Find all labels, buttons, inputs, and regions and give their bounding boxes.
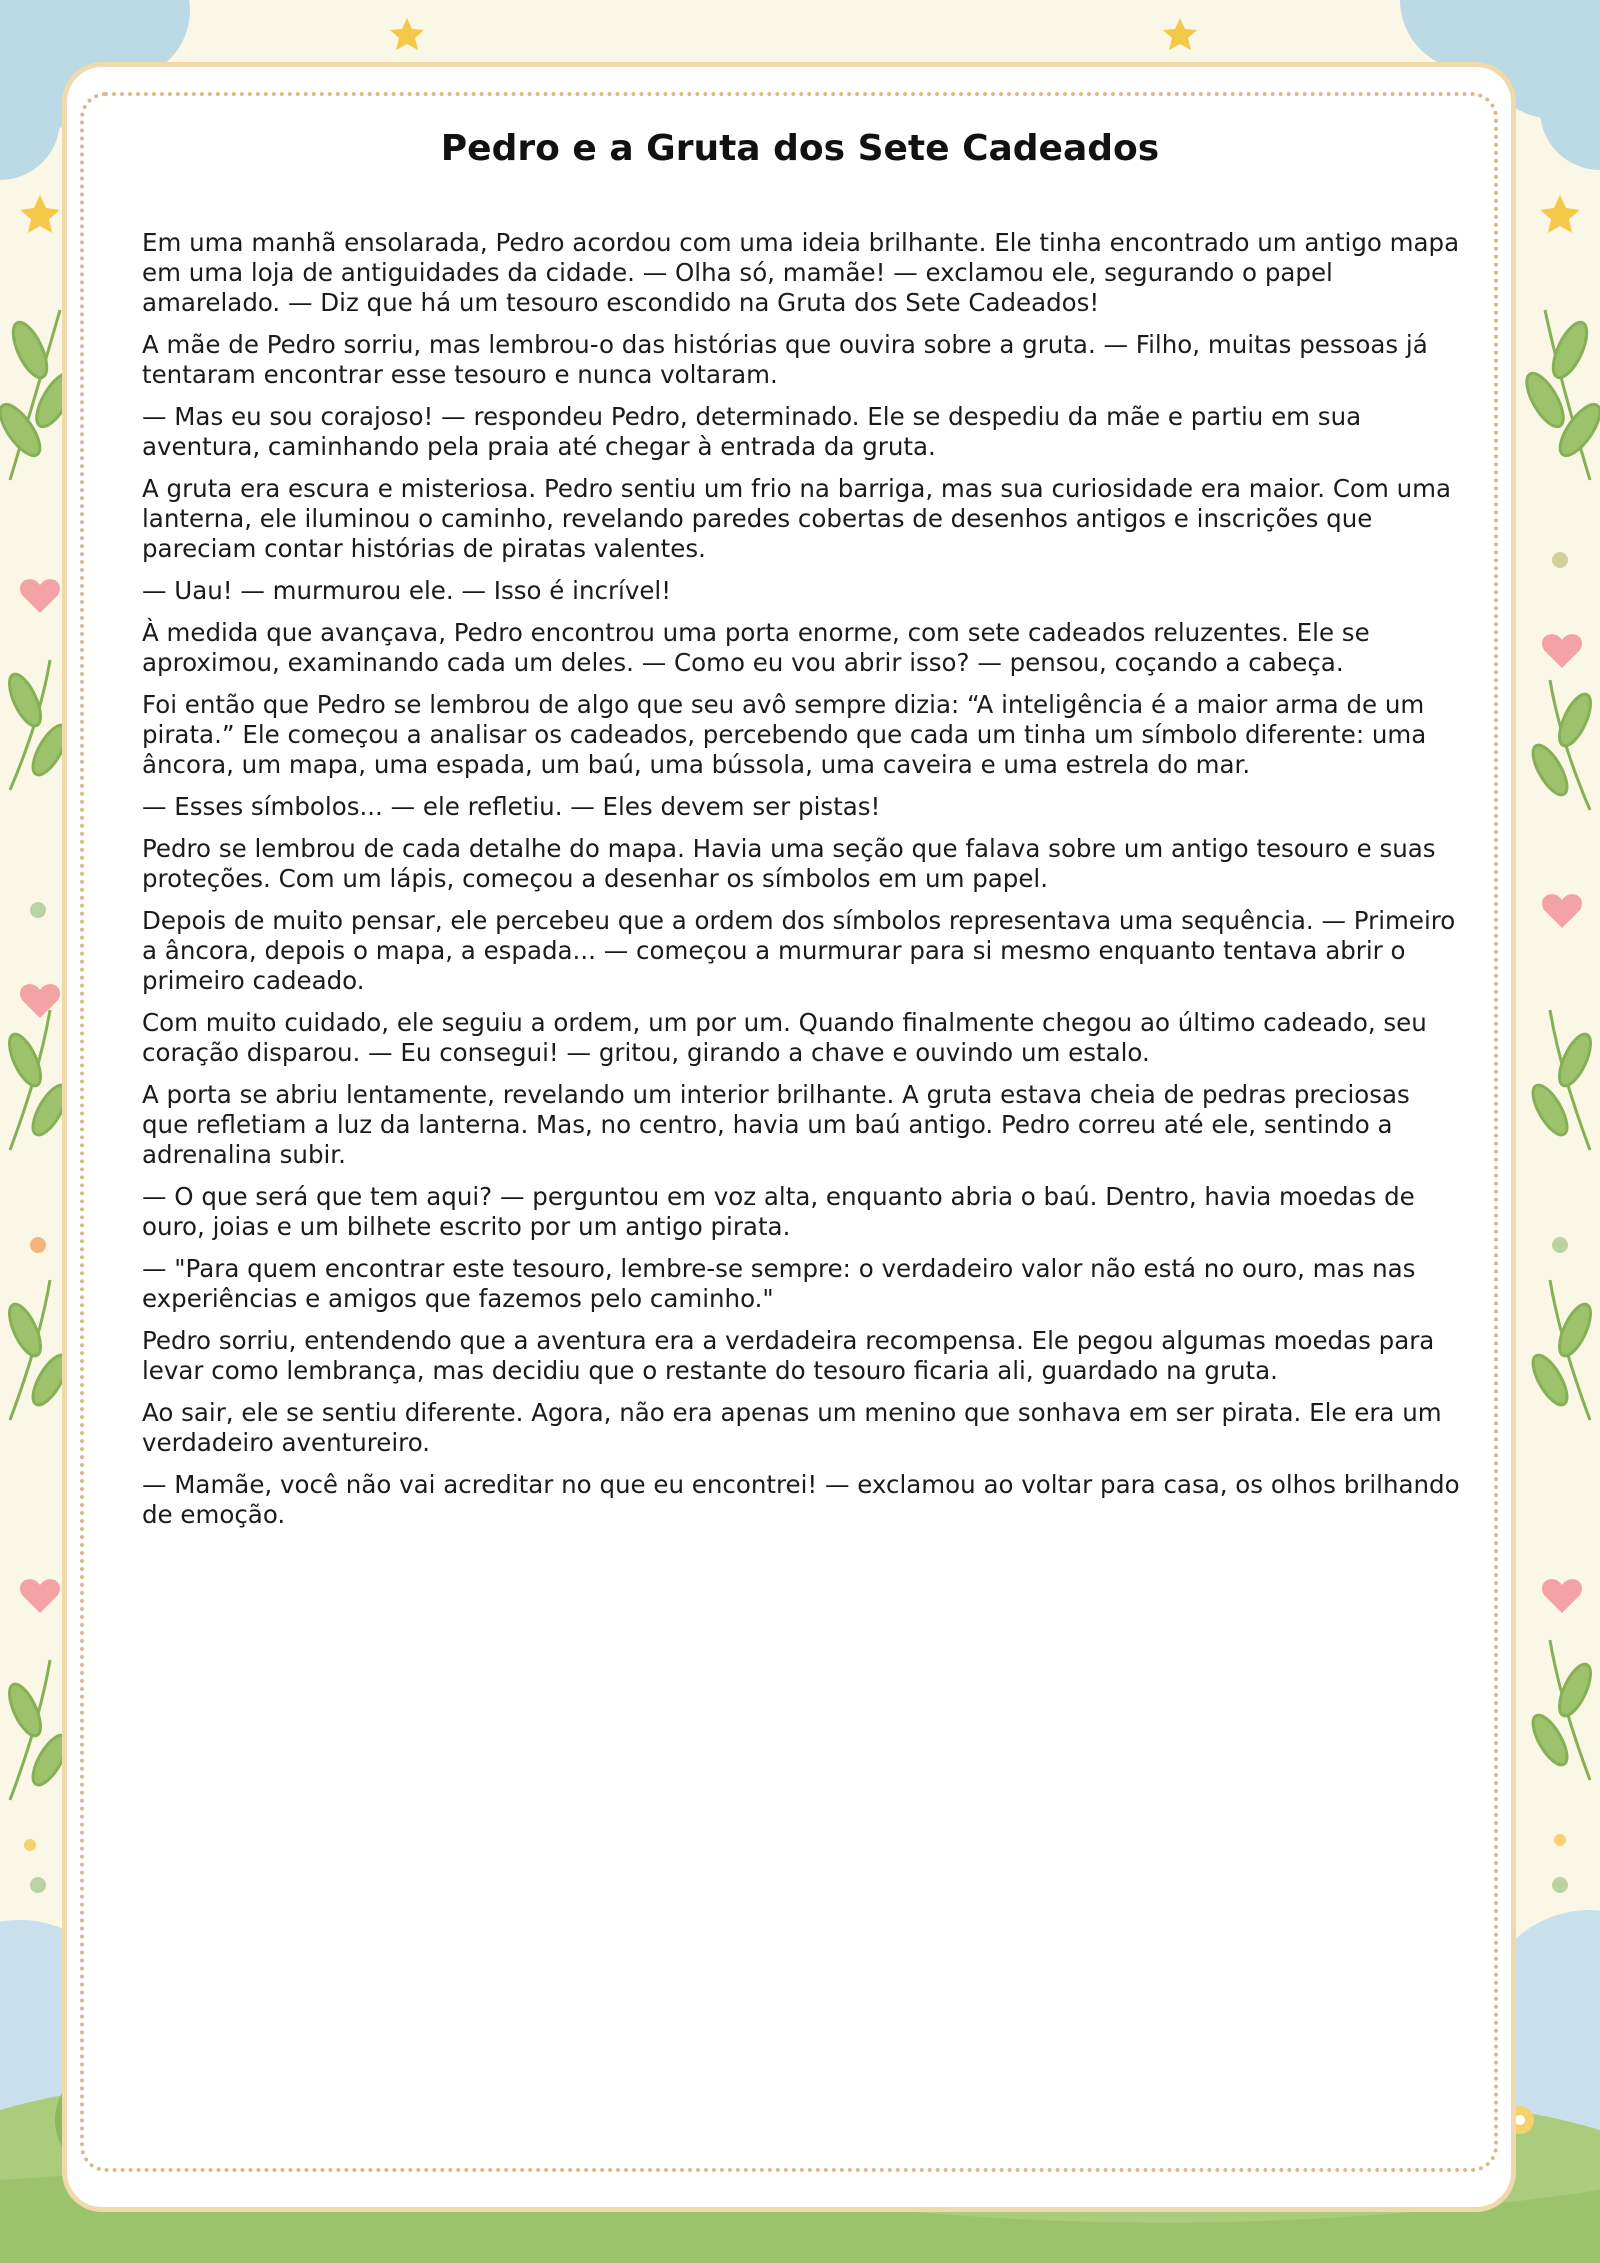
story-paragraph: — Esses símbolos... — ele refletiu. — Eles devem ser pistas! bbox=[142, 792, 881, 821]
story-paragraph: — Mas eu sou corajoso! — respondeu Pedro, determinado. Ele se despediu da mãe e partiu em sua aventura, caminhando pela praia até chegar à entrada da gruta. bbox=[142, 402, 1362, 461]
story-paragraph: Com muito cuidado, ele seguiu a ordem, um por um. Quando finalmente chegou ao último cadeado, seu coração disparou. — Eu consegui! — gritou, girando a chave e ouvindo um estalo. bbox=[142, 1008, 1427, 1067]
story-paragraph: Foi então que Pedro se lembrou de algo que seu avô sempre dizia: “A inteligência é a maior arma de um pirata.” Ele começou a analisar os cadeados, percebendo que cada um tinha um símbolo diferente: uma âncora, um mapa, uma espada, um baú, uma bússola, uma caveira e uma estrela do mar. bbox=[142, 690, 1427, 779]
story-paragraph: — O que será que tem aqui? — perguntou em voz alta, enquanto abria o baú. Dentro, havia moedas de ouro, joias e um bilhete escrito por um antigo pirata. bbox=[142, 1182, 1415, 1241]
story-title: Pedro e a Gruta dos Sete Cadeados bbox=[440, 128, 1160, 169]
story-paragraph: — Mamãe, você não vai acreditar no que eu encontrei! — exclamou ao voltar para casa, os olhos brilhando de emoção. bbox=[142, 1470, 1460, 1529]
story-paragraph: A mãe de Pedro sorriu, mas lembrou-o das histórias que ouvira sobre a gruta. — Filho, muitas pessoas já tentaram encontrar esse tesouro e nunca voltaram. bbox=[142, 330, 1428, 389]
story-paragraph: Pedro se lembrou de cada detalhe do mapa. Havia uma seção que falava sobre um antigo tesouro e suas proteções. Com um lápis, começou a desenhar os símbolos em um papel. bbox=[142, 834, 1436, 893]
story-paragraph: À medida que avançava, Pedro encontrou uma porta enorme, com sete cadeados reluzentes. Ele se aproximou, examinando cada um deles. — Como eu vou abrir isso? — pensou, coçando a cabeça. bbox=[142, 618, 1370, 677]
story-paragraph: — Uau! — murmurou ele. — Isso é incrível! bbox=[142, 576, 672, 605]
story-paragraph: — "Para quem encontrar este tesouro, lembre-se sempre: o verdadeiro valor não está no ouro, mas nas experiências e amigos que fazemos pelo caminho." bbox=[142, 1254, 1416, 1313]
story-paragraph: A gruta era escura e misteriosa. Pedro sentiu um frio na barriga, mas sua curiosidade era maior. Com uma lanterna, ele iluminou o caminho, revelando paredes cobertas de desenhos antigos e inscrições que pareciam contar histórias de piratas valentes. bbox=[142, 474, 1452, 563]
story-paragraph: Ao sair, ele se sentiu diferente. Agora, não era apenas um menino que sonhava em ser pirata. Ele era um verdadeiro aventureiro. bbox=[142, 1398, 1442, 1457]
story-paragraph: Em uma manhã ensolarada, Pedro acordou com uma ideia brilhante. Ele tinha encontrado um antigo mapa em uma loja de antiguidades da cidade. — Olha só, mamãe! — exclamou ele, segurando o papel amarelado. — Diz que há um tesouro escondido na Gruta dos Sete Cadeados! bbox=[142, 228, 1460, 317]
story-paragraph: Pedro sorriu, entendendo que a aventura era a verdadeira recompensa. Ele pegou algumas moedas para levar como lembrança, mas decidiu que o restante do tesouro ficaria ali, guardado na gruta. bbox=[142, 1326, 1435, 1385]
story-body bbox=[142, 228, 1462, 1542]
story-paragraph: A porta se abriu lentamente, revelando um interior brilhante. A gruta estava cheia de pedras preciosas que refletiam a luz da lanterna. Mas, no centro, havia um baú antigo. Pedro correu até ele, sentindo a adrenalina subir. bbox=[142, 1080, 1410, 1169]
story-paragraph: Depois de muito pensar, ele percebeu que a ordem dos símbolos representava uma sequência. — Primeiro a âncora, depois o mapa, a espada... — começou a murmurar para si mesmo enquanto tentava abrir o primeiro cadeado. bbox=[142, 906, 1456, 995]
